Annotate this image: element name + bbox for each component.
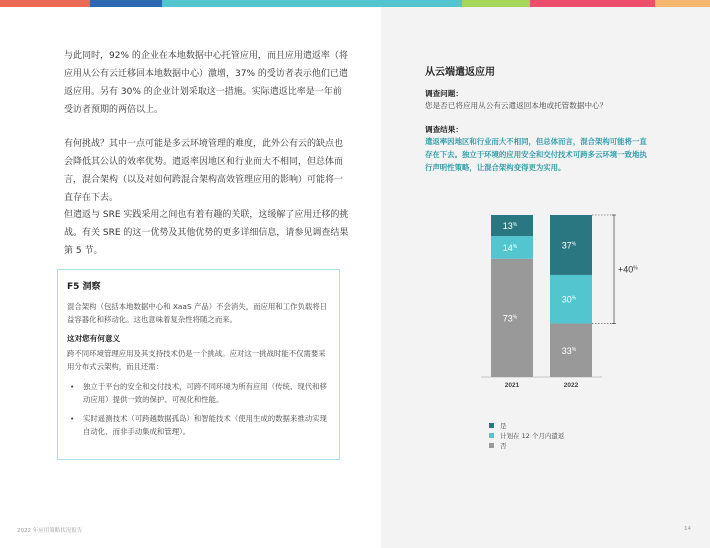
bullet-text: 实时遥测技术（可跨越数据孤岛）和智能技术（使用生成的数据来推动实现自动化、而非手动集成和管理）。 xyxy=(83,414,327,436)
section-title: 从云端遣返应用 xyxy=(425,67,495,78)
legend-item xyxy=(489,431,564,440)
findings-text: 遣返率因地区和行业而大不相同，但总体而言，混合架构可能将一直存在下去。独立于环境的应用安全和交付技术可跨多云环境一致地执行声明性策略，让混合架构变得更为实用。 xyxy=(425,137,647,172)
insight-box xyxy=(57,269,340,460)
color-segment xyxy=(462,0,530,7)
bullet-dot-icon: • xyxy=(70,414,75,423)
insight-text: 混合架构（包括本地数据中心和 XaaS 产品）不会消失，而应用和工作负载将日益容器化和移动化。这也意味着复杂性将随之而来。 xyxy=(67,302,328,324)
bullet-item xyxy=(67,412,329,438)
value-label: 30% xyxy=(561,294,577,305)
color-segment xyxy=(90,0,162,7)
value-label: 73% xyxy=(502,313,518,324)
bracket-annotation xyxy=(618,264,638,274)
annotation-value: +40 xyxy=(618,264,634,275)
question-label: 调查问题： xyxy=(425,89,463,98)
bullet-item xyxy=(67,380,329,406)
question-text: 您是否已将应用从公有云遣返回本地或托管数据中心？ xyxy=(425,101,608,110)
insight-bullet-list xyxy=(67,380,329,438)
difference-bracket xyxy=(592,215,638,324)
insight-title: F5 洞察 xyxy=(67,282,101,292)
body-paragraph: 有何挑战？其中一点可能是多云环境管理的难度，此外公有云的缺点也会降低其公认的效率优势。遣返率因地区和行业而大不相同，但总体而言，混合架构（以及对如何跨混合架构高效管理应用的影响）可能将一直存在下去。 xyxy=(64,139,344,203)
findings-label: 调查结果： xyxy=(425,125,463,134)
top-color-bar xyxy=(0,0,710,7)
value-label: 13% xyxy=(502,221,518,232)
value-label: 37% xyxy=(561,240,577,251)
legend-item xyxy=(489,421,564,430)
page-number: 14 xyxy=(684,526,691,532)
legend-swatch xyxy=(489,423,494,428)
body-paragraph: 但遣返与 SRE 实践采用之间也有着有趣的关联，这缓解了应用迁移的挑战。有关 SRE 的这一优势及其他优势的更多详细信息，请参见调查结果第 5 节。 xyxy=(64,210,349,256)
bullet-text: 独立于平台的安全和交付技术，可跨不同环境为所有应用（传统、现代和移动应用）提供一致的保护、可视化和性能。 xyxy=(83,382,327,404)
legend-label: 否 xyxy=(500,442,507,450)
bullet-dot-icon: • xyxy=(70,382,75,391)
stacked-bar-chart xyxy=(381,200,710,400)
color-segment xyxy=(382,0,462,7)
value-label: 14% xyxy=(502,242,518,253)
color-segment xyxy=(530,0,655,7)
category-label: 2022 xyxy=(563,382,579,389)
legend-swatch xyxy=(489,443,494,448)
body-paragraph: 与此同时，92% 的企业在本地数据中心托管应用，而且应用遣返率（将应用从公有云迁移回本地数据中心）激增，37% 的受访者表示他们已遣返应用。另有 30% 的企业计划采取这一措施。实际遣返比率是一年前受访者预期的两倍以上。 xyxy=(64,51,348,115)
legend-swatch xyxy=(489,433,494,438)
chart-legend xyxy=(489,421,564,451)
category-label: 2021 xyxy=(504,382,520,389)
legend-item xyxy=(489,441,564,450)
annotation-unit: % xyxy=(633,265,638,272)
color-segment xyxy=(0,0,90,7)
color-segment xyxy=(655,0,710,7)
insight-text: 跨不同环境管理应用及其支持技术仍是一个挑战。应对这一挑战时能不仅需要采用分布式云架构，而且还需： xyxy=(67,349,326,371)
color-segment xyxy=(162,0,272,7)
legend-label: 是 xyxy=(500,422,507,430)
insight-subtitle: 这对您有何意义 xyxy=(67,334,121,343)
value-label: 33% xyxy=(561,345,577,356)
footer-report-title: 2022 年应用策略状况报告 xyxy=(17,528,83,534)
legend-label: 计划在 12 个月内遣返 xyxy=(500,432,565,440)
color-segment xyxy=(272,0,382,7)
